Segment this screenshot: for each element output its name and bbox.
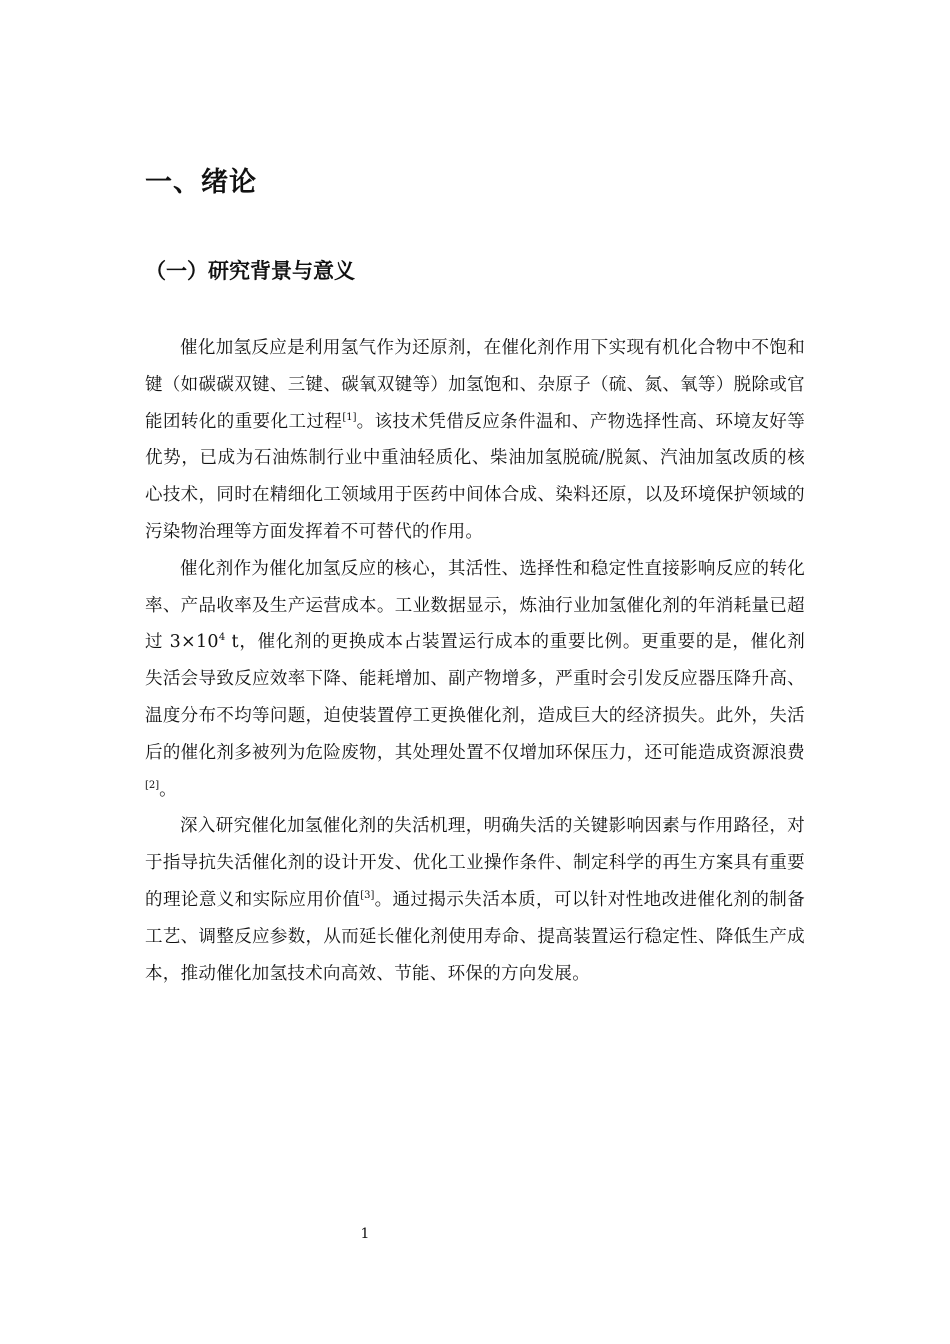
paragraph-3	[145, 808, 805, 992]
section-title: （一）研究背景与意义	[145, 259, 355, 283]
citation-2: [2]	[145, 779, 160, 791]
paragraph-text: 催化剂作为催化加氢反应的核心，其活性、选择性和稳定性直接影响反应的转化率、产品收率及生产运营成本。工业数据显示，炼油行业加氢催化剂的年消耗量已超过 3×10	[145, 558, 805, 653]
citation-3: [3]	[360, 890, 375, 902]
exponent: 4	[218, 632, 226, 644]
body-text	[145, 330, 805, 992]
paragraph-1	[145, 330, 805, 551]
paragraph-2	[145, 551, 805, 809]
paragraph-text: t，催化剂的更换成本占装置运行成本的重要比例。更重要的是，催化剂失活会导致反应效率下降、能耗增加、副产物增多，严重时会引发反应器压降升高、温度分布不均等问题，迫使装置停工更换催化剂，造成巨大的经济损失。此外，失活后的催化剂多被列为危险废物，其处理处置不仅增加环保压力，还可能造成资源浪费	[145, 632, 805, 763]
paragraph-text: 。该技术凭借反应条件温和、产物选择性高、环境友好等优势，已成为石油炼制行业中重油轻质化、柴油加氢脱硫/脱氮、汽油加氢改质的核心技术，同时在精细化工领域用于医药中间体合成、染料还原，以及环境保护领域的污染物治理等方面发挥着不可替代的作用。	[145, 411, 805, 542]
chapter-title: 一、绪论	[145, 167, 257, 198]
page-number: 1	[360, 1226, 370, 1242]
citation-1: [1]	[342, 411, 357, 423]
paragraph-text: 。	[159, 779, 177, 800]
paragraph-text: 。通过揭示失活本质，可以针对性地改进催化剂的制备工艺、调整反应参数，从而延长催化剂使用寿命、提高装置运行稳定性、降低生产成本，推动催化加氢技术向高效、节能、环保的方向发展。	[145, 889, 805, 984]
paragraph-text: 催化加氢反应是利用氢气作为还原剂，在催化剂作用下实现有机化合物中不饱和键（如碳碳双键、三键、碳氧双键等）加氢饱和、杂原子（硫、氮、氧等）脱除或官能团转化的重要化工过程	[145, 338, 805, 432]
paragraph-text: 深入研究催化加氢催化剂的失活机理，明确失活的关键影响因素与作用路径，对于指导抗失活催化剂的设计开发、优化工业操作条件、制定科学的再生方案具有重要的理论意义和实际应用价值	[145, 816, 805, 910]
